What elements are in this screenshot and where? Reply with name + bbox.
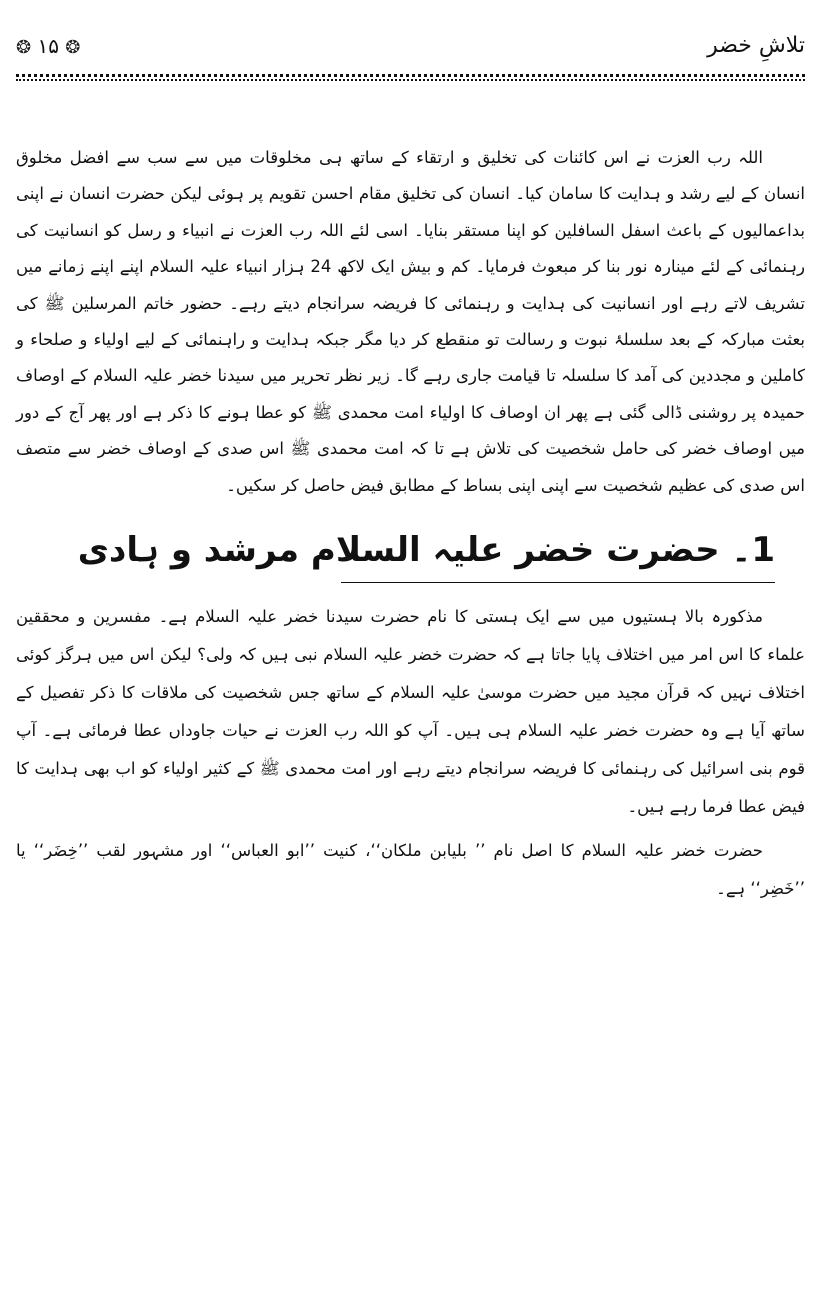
section-heading: 1۔ حضرت خضر علیہ السلام مرشد و ہادی <box>77 530 775 571</box>
heading-underline <box>341 582 775 583</box>
header-divider <box>16 79 805 81</box>
page-body <box>16 140 805 908</box>
ornament-icon: ❂ <box>16 37 32 58</box>
header-divider <box>16 74 805 77</box>
section-paragraph: مذکورہ بالا ہستیوں میں سے ایک ہستی کا نام حضرت سیدنا خضر علیہ السلام ہے۔ مفسرین و محققین علماء کا اس امر میں اختلاف پایا جاتا ہے کہ حضرت خضر علیہ السلام نبی ہیں کہ ولی؟ لیکن اس میں ہرگز کوئی اختلاف نہیں کہ قرآن مجید میں حضرت موسیٰ علیہ السلام کے ساتھ جس شخصیت کی ملاقات کا ذکر تفصیل کے ساتھ آیا ہے وہ حضرت خضر علیہ السلام ہی ہیں۔ آپ کو اللہ رب العزت نے حیات جاوداں عطا فرمائی ہے۔ آپ قوم بنی اسرائیل کی رہنمائی کا فریضہ سرانجام دیتے رہے اور امت محمدی ﷺ کے کثیر اولیاء کو اب بھی ہدایت کا فیض عطا فرما رہے ہیں۔ <box>16 607 805 817</box>
section-paragraph: حضرت خضر علیہ السلام کا اصل نام ’’ بلیابن ملکان‘‘، کنیت ’’ابو العباس‘‘ اور مشہور لقب ’’خِضَر‘‘ یا ’’خَضِر‘‘ ہے۔ <box>16 841 805 899</box>
ornament-icon: ❂ <box>65 37 81 58</box>
intro-paragraph: اللہ رب العزت نے اس کائنات کی تخلیق و ارتقاء کے ساتھ ہی مخلوقات میں سے سب سے افضل مخلوق انسان کے لیے رشد و ہدایت کا سامان کیا۔ انسان کی تخلیق مقام احسن تقویم پر ہوئی لیکن حضرت انسان نے اپنی بداعمالیوں کے باعث اسفل السافلین کو اپنا مستقر بنایا۔ اسی لئے اللہ رب العزت نے انبیاء و رسل کو انسانیت کی رہنمائی کے لئے مینارہ نور بنا کر مبعوث فرمایا۔ کم و بیش ایک لاکھ 24 ہزار انبیاء علیہ السلام اپنے اپنے زمانے میں تشریف لاتے رہے اور انسانیت کی ہدایت و رہنمائی کا فریضہ سرانجام دیتے رہے۔ حضور خاتم المرسلین ﷺ کی بعثت مبارکہ کے بعد سلسلۂ نبوت و رسالت تو منقطع کر دیا مگر جبکہ ہدایت و راہنمائی کے لیے اولیاء و صلحاء و کاملین و مجددین کی آمد کا سلسلہ تا قیامت جاری رہے گا۔ زیر نظر تحریر میں سیدنا خضر علیہ السلام کے اوصاف حمیدہ پر روشنی ڈالی گئی ہے پھر ان اوصاف کا اولیاء امت محمدی ﷺ کو عطا ہونے کا ذکر ہے اور پھر آج کے دور میں اوصاف خضر کی حامل شخصیت کی تلاش ہے تا کہ امت محمدی ﷺ اس صدی کے اوصاف خضر سے متصف اس صدی کی عظیم شخصیت سے اپنی اپنی بساط کے مطابق فیض حاصل کر سکیں۔ <box>16 148 806 495</box>
running-title: تلاشِ خضر <box>707 33 805 58</box>
page-number: ۱۵ <box>37 34 59 58</box>
section-heading-block <box>16 524 805 586</box>
page-header <box>16 22 805 78</box>
page-number-block <box>16 30 80 64</box>
